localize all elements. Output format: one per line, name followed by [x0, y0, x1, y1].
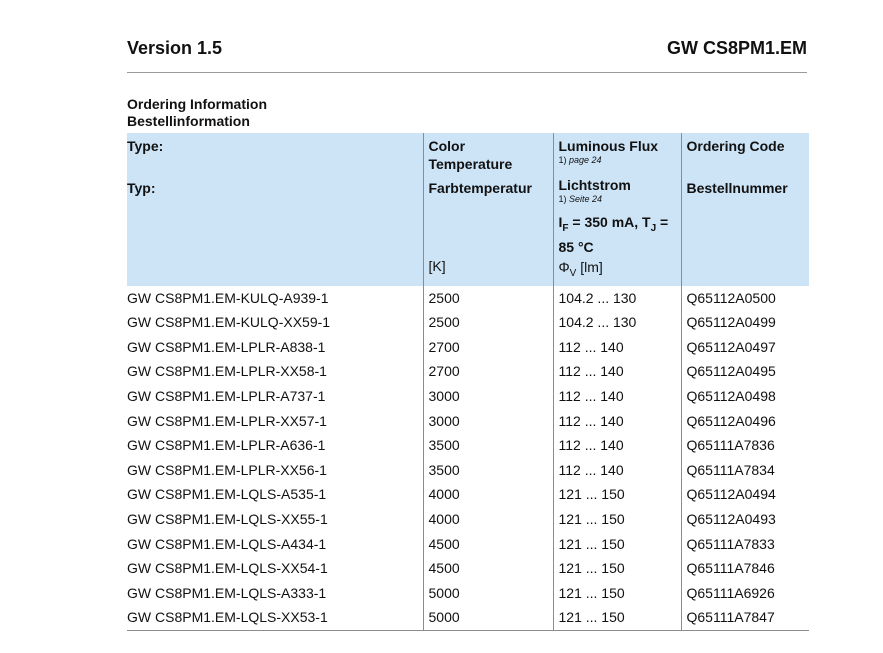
table-row	[127, 335, 809, 360]
table-row	[127, 458, 809, 483]
cell-color-temperature: 4500	[423, 532, 553, 557]
cell-color-temperature: 5000	[423, 605, 553, 630]
cell-luminous-flux: 112 ... 140	[553, 335, 681, 360]
cell-luminous-flux: 121 ... 150	[553, 605, 681, 630]
cell-ordering-code: Q65112A0497	[681, 335, 809, 360]
cell-color-temperature: 2700	[423, 359, 553, 384]
cell-ordering-code: Q65111A7846	[681, 556, 809, 581]
cell-color-temperature: 3000	[423, 409, 553, 434]
cell-type: GW CS8PM1.EM-LPLR-XX56-1	[127, 461, 327, 478]
cell-luminous-flux: 112 ... 140	[553, 409, 681, 434]
flux-unit: $\Phi_V$ [lm]	[558, 258, 603, 279]
header-divider	[127, 72, 807, 73]
section-title	[127, 96, 267, 130]
cell-luminous-flux: 112 ... 140	[553, 359, 681, 384]
cell-type: GW CS8PM1.EM-LQLS-A333-1	[127, 584, 327, 601]
cell-ordering-code: Q65112A0493	[681, 507, 809, 532]
cell-luminous-flux: 121 ... 150	[553, 532, 681, 557]
table-row	[127, 384, 809, 409]
table-row	[127, 359, 809, 384]
section-title-en: Ordering Information	[127, 96, 267, 112]
cell-color-temperature: 4000	[423, 482, 553, 507]
table-row	[127, 409, 809, 434]
table-row	[127, 556, 809, 581]
cell-color-temperature: 3500	[423, 458, 553, 483]
table-row	[127, 581, 809, 606]
section-title-de: Bestellinformation	[127, 113, 250, 129]
version-label: Version 1.5	[127, 38, 223, 58]
cell-color-temperature: 3500	[423, 433, 553, 458]
cell-ordering-code: Q65111A7836	[681, 433, 809, 458]
table-row	[127, 507, 809, 532]
header-ordering-code: Ordering Code Bestellnummer	[681, 133, 809, 286]
cell-type: GW CS8PM1.EM-LQLS-XX55-1	[127, 510, 328, 527]
cell-ordering-code: Q65112A0495	[681, 359, 809, 384]
table-row	[127, 482, 809, 507]
cell-luminous-flux: 121 ... 150	[553, 581, 681, 606]
cell-luminous-flux: 121 ... 150	[553, 482, 681, 507]
cell-ordering-code: Q65112A0499	[681, 310, 809, 335]
cell-type: GW CS8PM1.EM-LPLR-XX58-1	[127, 363, 327, 380]
cell-type: GW CS8PM1.EM-LPLR-XX57-1	[127, 412, 327, 429]
cell-color-temperature: 5000	[423, 581, 553, 606]
cell-type: GW CS8PM1.EM-KULQ-XX59-1	[127, 314, 331, 331]
cell-color-temperature: 2700	[423, 335, 553, 360]
product-name: GW CS8PM1.EM	[666, 38, 807, 58]
cell-type: GW CS8PM1.EM-LQLS-XX53-1	[127, 605, 423, 630]
cell-type: GW CS8PM1.EM-LPLR-A636-1	[127, 437, 326, 454]
cell-type: GW CS8PM1.EM-LPLR-A838-1	[127, 338, 326, 355]
cell-type: GW CS8PM1.EM-LQLS-A434-1	[127, 535, 327, 552]
cell-color-temperature: 4500	[423, 556, 553, 581]
cell-ordering-code: Q65111A7847	[681, 605, 809, 630]
cell-ordering-code: Q65111A7834	[681, 458, 809, 483]
table-row	[127, 310, 809, 335]
cell-ordering-code: Q65112A0498	[681, 384, 809, 409]
table-header-row	[127, 133, 809, 286]
cell-ordering-code: Q65112A0494	[681, 482, 809, 507]
cell-type: GW CS8PM1.EM-LPLR-A737-1	[127, 387, 326, 404]
table-row	[127, 605, 809, 630]
table-row	[127, 286, 809, 311]
ordering-table	[127, 133, 809, 631]
cell-luminous-flux: 112 ... 140	[553, 433, 681, 458]
header-type: Type: Typ:	[127, 133, 423, 286]
header-color-temperature: Color Temperature Farbtemperatur [K]	[423, 133, 553, 286]
table-row	[127, 532, 809, 557]
cell-ordering-code: Q65112A0496	[681, 409, 809, 434]
cell-luminous-flux: 104.2 ... 130	[553, 310, 681, 335]
flux-note-de: 1) Seite 24	[558, 194, 603, 204]
cell-ordering-code: Q65112A0500	[681, 286, 809, 311]
cell-color-temperature: 4000	[423, 507, 553, 532]
cell-ordering-code: Q65111A7833	[681, 532, 809, 557]
cell-color-temperature: 2500	[423, 286, 553, 311]
cell-type: GW CS8PM1.EM-KULQ-A939-1	[127, 289, 329, 306]
cell-luminous-flux: 104.2 ... 130	[553, 286, 681, 311]
cell-luminous-flux: 112 ... 140	[553, 458, 681, 483]
cell-luminous-flux: 121 ... 150	[553, 556, 681, 581]
cell-color-temperature: 3000	[423, 384, 553, 409]
flux-condition: $I_F = 350$ mA, $T_J = 85$ °C	[558, 214, 669, 255]
cell-ordering-code: Q65111A6926	[681, 581, 809, 606]
table-body	[127, 286, 809, 631]
flux-note-en: 1) page 24	[558, 155, 602, 165]
header-luminous-flux: Luminous Flux 1) page 24 Lichtstrom 1) Seite 24 $I_F = 350$ mA, $T_J = 85$ °C $\Phi_V$ [lm]	[553, 133, 681, 286]
ct-unit: [K]	[428, 258, 446, 274]
cell-luminous-flux: 121 ... 150	[553, 507, 681, 532]
table-row	[127, 433, 809, 458]
cell-luminous-flux: 112 ... 140	[553, 384, 681, 409]
cell-color-temperature: 2500	[423, 310, 553, 335]
cell-type: GW CS8PM1.EM-LQLS-XX54-1	[127, 560, 328, 577]
cell-type: GW CS8PM1.EM-LQLS-A535-1	[127, 486, 327, 503]
